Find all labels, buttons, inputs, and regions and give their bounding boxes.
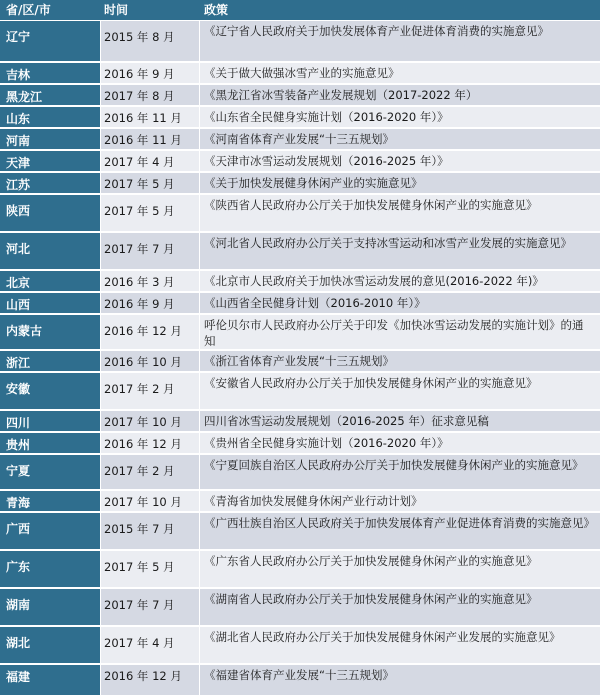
time-value: 2016 年 12 月	[104, 437, 182, 451]
time-cell	[101, 665, 199, 695]
time-value: 2016 年 9 月	[104, 67, 175, 81]
table-row	[0, 151, 600, 172]
table-row	[0, 455, 600, 490]
region-cell	[0, 271, 100, 291]
table-row	[0, 551, 600, 588]
table-row	[0, 271, 600, 292]
policy-text: 《福建省体育产业发展“十三五规划》	[204, 668, 394, 682]
policy-text: 《陕西省人民政府办公厅关于加快发展健身休闲产业的实施意见》	[204, 198, 538, 212]
policy-cell	[200, 373, 600, 409]
region-label: 安徽	[6, 382, 31, 396]
region-label: 广东	[6, 560, 31, 574]
region-label: 贵州	[6, 438, 31, 452]
region-cell	[0, 665, 100, 695]
table-header	[0, 0, 600, 20]
region-cell	[0, 351, 100, 371]
policy-text: 《贵州省全民健身实施计划（2016-2020 年）》	[204, 436, 449, 450]
time-cell	[101, 293, 199, 313]
region-label: 河北	[6, 242, 31, 256]
region-label: 北京	[6, 276, 31, 290]
region-label: 宁夏	[6, 464, 31, 478]
table-row	[0, 21, 600, 62]
policy-text: 《湖南省人民政府办公厅关于加快发展健身休闲产业的实施意见》	[204, 592, 538, 606]
region-cell	[0, 151, 100, 171]
time-cell	[101, 627, 199, 663]
policy-cell	[200, 433, 600, 453]
policy-text: 呼伦贝尔市人民政府办公厅关于印发《加快冰雪运动发展的实施计划》的通知	[204, 318, 584, 348]
region-cell	[0, 627, 100, 663]
policy-cell	[200, 351, 600, 371]
region-cell	[0, 551, 100, 587]
policy-text: 《山东省全民健身实施计划（2016-2020 年）》	[204, 110, 449, 124]
policy-cell	[200, 513, 600, 549]
region-cell	[0, 173, 100, 193]
table-row	[0, 85, 600, 106]
policy-text: 《广东省人民政府办公厅关于加快发展健身休闲产业的实施意见》	[204, 554, 538, 568]
time-cell	[101, 551, 199, 587]
policy-text: 《天津市冰雪运动发展规划（2016-2025 年）》	[204, 154, 449, 168]
time-cell	[101, 351, 199, 371]
policy-text: 《北京市人民政府关于加快冰雪运动发展的意见(2016-2022 年)》	[204, 274, 544, 288]
time-value: 2017 年 10 月	[104, 415, 182, 429]
region-cell	[0, 433, 100, 453]
header-policy: 政策	[204, 3, 229, 17]
region-cell	[0, 129, 100, 149]
time-cell	[101, 151, 199, 171]
time-value: 2017 年 4 月	[104, 636, 175, 650]
policy-text: 《山西省全民健身计划（2016-2010 年）》	[204, 296, 426, 310]
time-cell	[101, 411, 199, 431]
time-value: 2017 年 5 月	[104, 177, 175, 191]
time-value: 2016 年 12 月	[104, 669, 182, 683]
policy-text: 《辽宁省人民政府关于加快发展体育产业促进体育消费的实施意见》	[204, 24, 549, 38]
region-cell	[0, 491, 100, 511]
policy-text: 《黑龙江省冰雪装备产业发展规划（2017-2022 年）	[204, 88, 478, 102]
policy-cell	[200, 293, 600, 313]
time-cell	[101, 513, 199, 549]
region-label: 江苏	[6, 178, 31, 192]
policy-text: 《安徽省人民政府办公厅关于加快发展健身休闲产业的实施意见》	[204, 376, 538, 390]
table-row	[0, 433, 600, 454]
time-value: 2015 年 8 月	[104, 30, 175, 44]
policy-cell	[200, 271, 600, 291]
time-value: 2017 年 2 月	[104, 382, 175, 396]
policy-cell	[200, 21, 600, 61]
table-row	[0, 513, 600, 550]
region-label: 四川	[6, 416, 31, 430]
time-cell	[101, 373, 199, 409]
region-cell	[0, 195, 100, 231]
region-label: 黑龙江	[6, 90, 43, 104]
region-label: 广西	[6, 522, 31, 536]
region-label: 浙江	[6, 356, 31, 370]
table-row	[0, 665, 600, 696]
table-row	[0, 411, 600, 432]
region-cell	[0, 21, 100, 61]
region-cell	[0, 513, 100, 549]
time-cell	[101, 433, 199, 453]
table-row	[0, 315, 600, 350]
time-cell	[101, 195, 199, 231]
policy-cell	[200, 85, 600, 105]
policy-cell	[200, 233, 600, 269]
table-row	[0, 627, 600, 664]
region-label: 天津	[6, 156, 31, 170]
policy-text: 《浙江省体育产业发展“十三五规划》	[204, 354, 394, 368]
region-cell	[0, 589, 100, 625]
policy-text: 《河北省人民政府办公厅关于支持冰雪运动和冰雪产业发展的实施意见》	[204, 236, 572, 250]
policy-text: 《关于做大做强冰雪产业的实施意见》	[204, 66, 400, 80]
time-value: 2017 年 4 月	[104, 155, 175, 169]
time-value: 2017 年 7 月	[104, 598, 175, 612]
policy-text: 《青海省加快发展健身休闲产业行动计划》	[204, 494, 423, 508]
region-cell	[0, 85, 100, 105]
policy-cell	[200, 173, 600, 193]
time-value: 2016 年 11 月	[104, 133, 182, 147]
time-cell	[101, 173, 199, 193]
region-label: 湖北	[6, 636, 31, 650]
time-value: 2016 年 3 月	[104, 275, 175, 289]
region-cell	[0, 315, 100, 349]
table-row	[0, 293, 600, 314]
region-label: 河南	[6, 134, 31, 148]
region-cell	[0, 63, 100, 83]
policy-text: 《湖北省人民政府办公厅关于加快发展健身休闲产业发展的实施意见》	[204, 630, 561, 644]
time-value: 2017 年 5 月	[104, 560, 175, 574]
region-label: 陕西	[6, 204, 31, 218]
policy-cell	[200, 107, 600, 127]
table-row	[0, 589, 600, 626]
time-cell	[101, 589, 199, 625]
policy-cell	[200, 411, 600, 431]
policy-cell	[200, 129, 600, 149]
header-time: 时间	[104, 3, 129, 17]
time-cell	[101, 271, 199, 291]
region-cell	[0, 233, 100, 269]
policy-text: 《关于加快发展健身休闲产业的实施意见》	[204, 176, 423, 190]
policy-cell	[200, 589, 600, 625]
policy-text: 《宁夏回族自治区人民政府办公厅关于加快发展健身休闲产业的实施意见》	[204, 458, 584, 472]
policy-text: 四川省冰雪运动发展规划（2016-2025 年）征求意见稿	[204, 414, 489, 428]
time-cell	[101, 107, 199, 127]
time-value: 2016 年 10 月	[104, 355, 182, 369]
policy-cell	[200, 63, 600, 83]
time-value: 2016 年 11 月	[104, 111, 182, 125]
region-cell	[0, 455, 100, 489]
time-cell	[101, 233, 199, 269]
time-cell	[101, 455, 199, 489]
time-value: 2017 年 2 月	[104, 464, 175, 478]
policy-text: 《广西壮族自治区人民政府关于加快发展体育产业促进体育消费的实施意见》	[204, 516, 595, 530]
time-cell	[101, 129, 199, 149]
time-cell	[101, 21, 199, 61]
time-value: 2016 年 9 月	[104, 297, 175, 311]
policy-cell	[200, 315, 600, 349]
table-row	[0, 373, 600, 410]
policy-cell	[200, 627, 600, 663]
region-label: 辽宁	[6, 30, 31, 44]
table-row	[0, 63, 600, 84]
table-row	[0, 129, 600, 150]
time-value: 2017 年 7 月	[104, 242, 175, 256]
table-row	[0, 233, 600, 270]
table-row	[0, 195, 600, 232]
region-cell	[0, 373, 100, 409]
table-row	[0, 107, 600, 128]
region-label: 吉林	[6, 68, 31, 82]
time-cell	[101, 63, 199, 83]
time-cell	[101, 85, 199, 105]
time-cell	[101, 491, 199, 511]
time-value: 2015 年 7 月	[104, 522, 175, 536]
region-label: 青海	[6, 496, 31, 510]
time-value: 2016 年 12 月	[104, 324, 182, 338]
policy-cell	[200, 491, 600, 511]
time-value: 2017 年 10 月	[104, 495, 182, 509]
region-label: 山东	[6, 112, 31, 126]
time-value: 2017 年 5 月	[104, 204, 175, 218]
table-row	[0, 173, 600, 194]
table-row	[0, 351, 600, 372]
region-label: 福建	[6, 670, 31, 684]
region-label: 山西	[6, 298, 31, 312]
table-row	[0, 491, 600, 512]
time-cell	[101, 315, 199, 349]
region-cell	[0, 293, 100, 313]
policy-cell	[200, 151, 600, 171]
policy-text: 《河南省体育产业发展“十三五规划》	[204, 132, 394, 146]
policy-cell	[200, 665, 600, 695]
time-value: 2017 年 8 月	[104, 89, 175, 103]
region-cell	[0, 411, 100, 431]
region-label: 湖南	[6, 598, 31, 612]
policy-cell	[200, 551, 600, 587]
region-cell	[0, 107, 100, 127]
policy-cell	[200, 195, 600, 231]
region-label: 内蒙古	[6, 324, 43, 338]
policy-cell	[200, 455, 600, 489]
header-region: 省/区/市	[6, 3, 51, 17]
